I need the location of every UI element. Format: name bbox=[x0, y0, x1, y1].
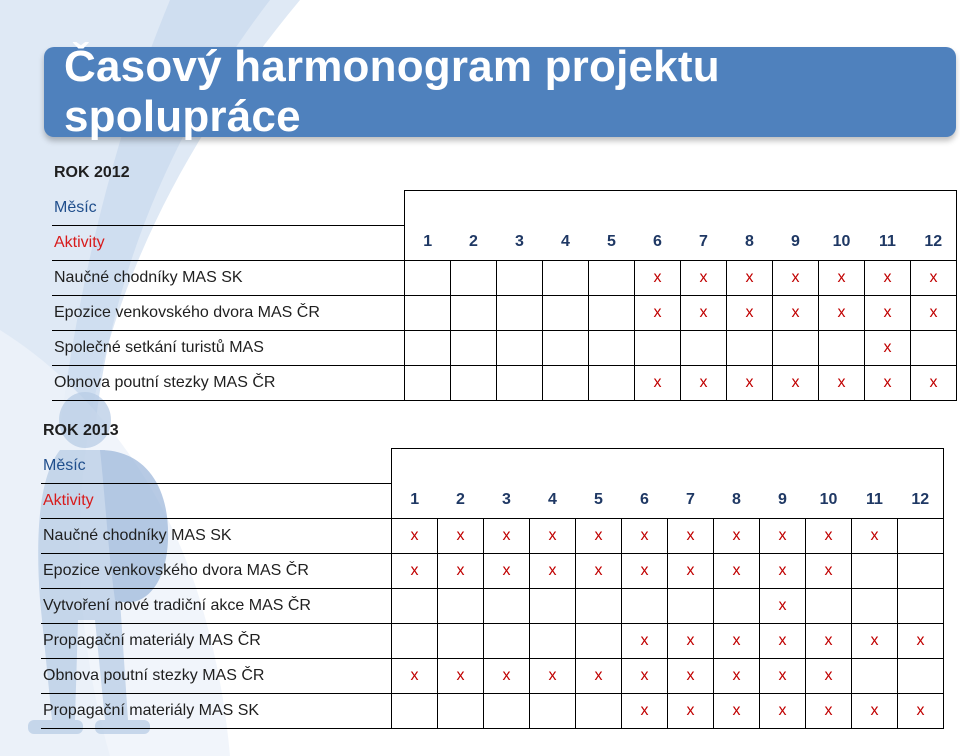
schedule-table-2013 bbox=[41, 414, 944, 729]
month-number: 4 bbox=[530, 483, 576, 518]
activity-label: Vytvoření nové tradiční akce MAS ČR bbox=[41, 588, 392, 623]
schedule-cell: x bbox=[819, 365, 865, 400]
schedule-cell: x bbox=[622, 693, 668, 728]
month-number: 4 bbox=[543, 225, 589, 260]
schedule-cell: x bbox=[668, 623, 714, 658]
activity-label: Propagační materiály MAS ČR bbox=[41, 623, 392, 658]
schedule-cell: x bbox=[760, 693, 806, 728]
schedule-cell: x bbox=[852, 623, 898, 658]
schedule-cell: x bbox=[898, 623, 944, 658]
schedule-cell: x bbox=[668, 658, 714, 693]
empty-cell bbox=[852, 414, 898, 449]
empty-cell bbox=[635, 156, 681, 191]
schedule-cell: x bbox=[392, 553, 438, 588]
table-2012 bbox=[52, 156, 957, 401]
empty-cell bbox=[714, 414, 760, 449]
schedule-cell: x bbox=[760, 623, 806, 658]
month-number: 6 bbox=[622, 483, 668, 518]
schedule-cell: x bbox=[819, 295, 865, 330]
table-row bbox=[41, 553, 944, 588]
schedule-cell bbox=[668, 588, 714, 623]
schedule-cell: x bbox=[681, 260, 727, 295]
schedule-cell: x bbox=[806, 553, 852, 588]
schedule-cell: x bbox=[852, 518, 898, 553]
schedule-cell bbox=[530, 623, 576, 658]
schedule-cell bbox=[392, 693, 438, 728]
empty-cell bbox=[819, 156, 865, 191]
empty-cell bbox=[727, 156, 773, 191]
table-row-activities-header bbox=[41, 483, 944, 518]
schedule-cell: x bbox=[438, 658, 484, 693]
table-row-month bbox=[41, 449, 944, 484]
schedule-cell bbox=[392, 588, 438, 623]
schedule-cell bbox=[852, 588, 898, 623]
activities-label: Aktivity bbox=[52, 225, 405, 260]
empty-cell bbox=[451, 156, 497, 191]
schedule-cell bbox=[622, 588, 668, 623]
schedule-cell bbox=[852, 553, 898, 588]
schedule-cell: x bbox=[714, 553, 760, 588]
month-number: 11 bbox=[865, 225, 911, 260]
schedule-table-2012 bbox=[52, 156, 957, 401]
schedule-cell: x bbox=[576, 553, 622, 588]
schedule-cell: x bbox=[727, 260, 773, 295]
activity-label: Obnova poutní stezky MAS ČR bbox=[41, 658, 392, 693]
schedule-cell bbox=[451, 330, 497, 365]
schedule-cell: x bbox=[865, 260, 911, 295]
schedule-cell bbox=[405, 330, 451, 365]
month-label: Měsíc bbox=[52, 191, 405, 226]
schedule-cell: x bbox=[852, 693, 898, 728]
schedule-cell bbox=[819, 330, 865, 365]
schedule-cell: x bbox=[576, 518, 622, 553]
table-row-month bbox=[52, 191, 957, 226]
schedule-cell bbox=[576, 693, 622, 728]
month-number: 12 bbox=[911, 225, 957, 260]
month-header-cell bbox=[405, 191, 957, 226]
schedule-cell bbox=[497, 330, 543, 365]
schedule-cell: x bbox=[530, 553, 576, 588]
schedule-cell bbox=[405, 295, 451, 330]
schedule-cell: x bbox=[484, 553, 530, 588]
schedule-cell bbox=[497, 295, 543, 330]
empty-cell bbox=[405, 156, 451, 191]
table-row-year bbox=[52, 156, 957, 191]
schedule-cell: x bbox=[622, 553, 668, 588]
table-row bbox=[41, 588, 944, 623]
page-title: Časový harmonogram projektu spolupráce bbox=[64, 42, 720, 141]
empty-cell bbox=[543, 156, 589, 191]
empty-cell bbox=[911, 156, 957, 191]
empty-cell bbox=[681, 156, 727, 191]
schedule-cell bbox=[438, 588, 484, 623]
activity-label: Propagační materiály MAS SK bbox=[41, 693, 392, 728]
schedule-cell bbox=[635, 330, 681, 365]
schedule-cell: x bbox=[668, 518, 714, 553]
schedule-cell: x bbox=[773, 260, 819, 295]
empty-cell bbox=[898, 414, 944, 449]
month-number: 9 bbox=[760, 483, 806, 518]
schedule-cell bbox=[714, 588, 760, 623]
title-banner bbox=[44, 42, 956, 141]
schedule-cell bbox=[451, 295, 497, 330]
schedule-cell bbox=[543, 295, 589, 330]
schedule-cell: x bbox=[714, 658, 760, 693]
table-row bbox=[52, 330, 957, 365]
schedule-cell: x bbox=[392, 658, 438, 693]
schedule-cell bbox=[543, 260, 589, 295]
month-number: 1 bbox=[392, 483, 438, 518]
schedule-cell: x bbox=[773, 295, 819, 330]
schedule-cell: x bbox=[681, 365, 727, 400]
schedule-cell: x bbox=[530, 518, 576, 553]
activity-label: Epozice venkovského dvora MAS ČR bbox=[41, 553, 392, 588]
month-number: 6 bbox=[635, 225, 681, 260]
schedule-cell bbox=[898, 553, 944, 588]
month-number: 8 bbox=[714, 483, 760, 518]
table-row bbox=[41, 518, 944, 553]
schedule-cell: x bbox=[635, 365, 681, 400]
schedule-cell bbox=[497, 365, 543, 400]
empty-cell bbox=[773, 156, 819, 191]
schedule-cell: x bbox=[681, 295, 727, 330]
empty-cell bbox=[668, 414, 714, 449]
schedule-cell bbox=[589, 365, 635, 400]
schedule-cell bbox=[405, 260, 451, 295]
activity-label: Společné setkání turistů MAS bbox=[52, 330, 405, 365]
table-row bbox=[41, 693, 944, 728]
schedule-cell: x bbox=[668, 693, 714, 728]
month-number: 1 bbox=[405, 225, 451, 260]
year-label: ROK 2012 bbox=[54, 164, 130, 182]
month-number: 2 bbox=[438, 483, 484, 518]
schedule-cell bbox=[484, 623, 530, 658]
schedule-cell: x bbox=[727, 365, 773, 400]
schedule-cell bbox=[451, 365, 497, 400]
month-number: 10 bbox=[819, 225, 865, 260]
schedule-cell: x bbox=[714, 693, 760, 728]
schedule-cell bbox=[438, 693, 484, 728]
month-number: 5 bbox=[589, 225, 635, 260]
schedule-cell: x bbox=[806, 693, 852, 728]
month-number: 7 bbox=[668, 483, 714, 518]
schedule-cell bbox=[727, 330, 773, 365]
schedule-cell bbox=[484, 693, 530, 728]
schedule-cell bbox=[530, 588, 576, 623]
schedule-cell bbox=[852, 658, 898, 693]
table-row bbox=[41, 623, 944, 658]
schedule-cell: x bbox=[392, 518, 438, 553]
schedule-cell: x bbox=[865, 330, 911, 365]
table-2013 bbox=[41, 414, 944, 729]
schedule-cell: x bbox=[576, 658, 622, 693]
schedule-cell: x bbox=[727, 295, 773, 330]
schedule-cell bbox=[484, 588, 530, 623]
activity-label: Naučné chodníky MAS SK bbox=[41, 518, 392, 553]
schedule-cell bbox=[589, 330, 635, 365]
month-number: 3 bbox=[497, 225, 543, 260]
month-number: 9 bbox=[773, 225, 819, 260]
schedule-cell: x bbox=[714, 518, 760, 553]
schedule-cell: x bbox=[530, 658, 576, 693]
schedule-cell: x bbox=[438, 553, 484, 588]
schedule-cell bbox=[806, 588, 852, 623]
month-number: 7 bbox=[681, 225, 727, 260]
empty-cell bbox=[530, 414, 576, 449]
schedule-cell: x bbox=[484, 518, 530, 553]
schedule-cell: x bbox=[760, 518, 806, 553]
month-label: Měsíc bbox=[41, 449, 392, 484]
schedule-cell: x bbox=[760, 553, 806, 588]
schedule-cell bbox=[911, 330, 957, 365]
schedule-cell bbox=[543, 365, 589, 400]
schedule-cell: x bbox=[760, 658, 806, 693]
schedule-cell: x bbox=[635, 295, 681, 330]
schedule-cell: x bbox=[622, 658, 668, 693]
schedule-cell: x bbox=[622, 623, 668, 658]
month-number: 3 bbox=[484, 483, 530, 518]
schedule-cell bbox=[681, 330, 727, 365]
month-header-cell bbox=[392, 449, 944, 484]
schedule-cell bbox=[451, 260, 497, 295]
schedule-cell bbox=[589, 260, 635, 295]
schedule-cell bbox=[898, 658, 944, 693]
schedule-cell bbox=[898, 588, 944, 623]
empty-cell bbox=[497, 156, 543, 191]
month-number: 12 bbox=[898, 483, 944, 518]
table-row-year bbox=[41, 414, 944, 449]
table-row bbox=[52, 295, 957, 330]
schedule-cell: x bbox=[911, 365, 957, 400]
month-number: 8 bbox=[727, 225, 773, 260]
activity-label: Obnova poutní stezky MAS ČR bbox=[52, 365, 405, 400]
schedule-cell bbox=[497, 260, 543, 295]
schedule-cell bbox=[898, 518, 944, 553]
empty-cell bbox=[589, 156, 635, 191]
table-row bbox=[41, 658, 944, 693]
empty-cell bbox=[806, 414, 852, 449]
schedule-cell bbox=[543, 330, 589, 365]
empty-cell bbox=[484, 414, 530, 449]
schedule-cell: x bbox=[911, 260, 957, 295]
activity-label: Epozice venkovského dvora MAS ČR bbox=[52, 295, 405, 330]
schedule-cell: x bbox=[773, 365, 819, 400]
schedule-cell: x bbox=[760, 588, 806, 623]
schedule-cell: x bbox=[865, 365, 911, 400]
table-row bbox=[52, 260, 957, 295]
schedule-cell: x bbox=[484, 658, 530, 693]
empty-cell bbox=[576, 414, 622, 449]
month-number: 11 bbox=[852, 483, 898, 518]
month-number: 5 bbox=[576, 483, 622, 518]
month-number: 2 bbox=[451, 225, 497, 260]
schedule-cell bbox=[530, 693, 576, 728]
table-row-activities-header bbox=[52, 225, 957, 260]
schedule-cell: x bbox=[806, 658, 852, 693]
schedule-cell: x bbox=[898, 693, 944, 728]
month-number: 10 bbox=[806, 483, 852, 518]
schedule-cell bbox=[438, 623, 484, 658]
schedule-cell bbox=[576, 588, 622, 623]
schedule-cell: x bbox=[806, 518, 852, 553]
empty-cell bbox=[760, 414, 806, 449]
schedule-cell: x bbox=[911, 295, 957, 330]
schedule-cell: x bbox=[668, 553, 714, 588]
schedule-cell bbox=[576, 623, 622, 658]
schedule-cell bbox=[589, 295, 635, 330]
schedule-cell: x bbox=[865, 295, 911, 330]
empty-cell bbox=[438, 414, 484, 449]
schedule-cell: x bbox=[622, 518, 668, 553]
schedule-cell bbox=[392, 623, 438, 658]
empty-cell bbox=[865, 156, 911, 191]
schedule-cell: x bbox=[635, 260, 681, 295]
schedule-cell: x bbox=[819, 260, 865, 295]
schedule-cell bbox=[405, 365, 451, 400]
year-label: ROK 2013 bbox=[43, 422, 119, 440]
activity-label: Naučné chodníky MAS SK bbox=[52, 260, 405, 295]
schedule-cell: x bbox=[714, 623, 760, 658]
activities-label: Aktivity bbox=[41, 483, 392, 518]
schedule-cell: x bbox=[438, 518, 484, 553]
schedule-cell bbox=[773, 330, 819, 365]
empty-cell bbox=[622, 414, 668, 449]
empty-cell bbox=[392, 414, 438, 449]
table-row bbox=[52, 365, 957, 400]
schedule-cell: x bbox=[806, 623, 852, 658]
